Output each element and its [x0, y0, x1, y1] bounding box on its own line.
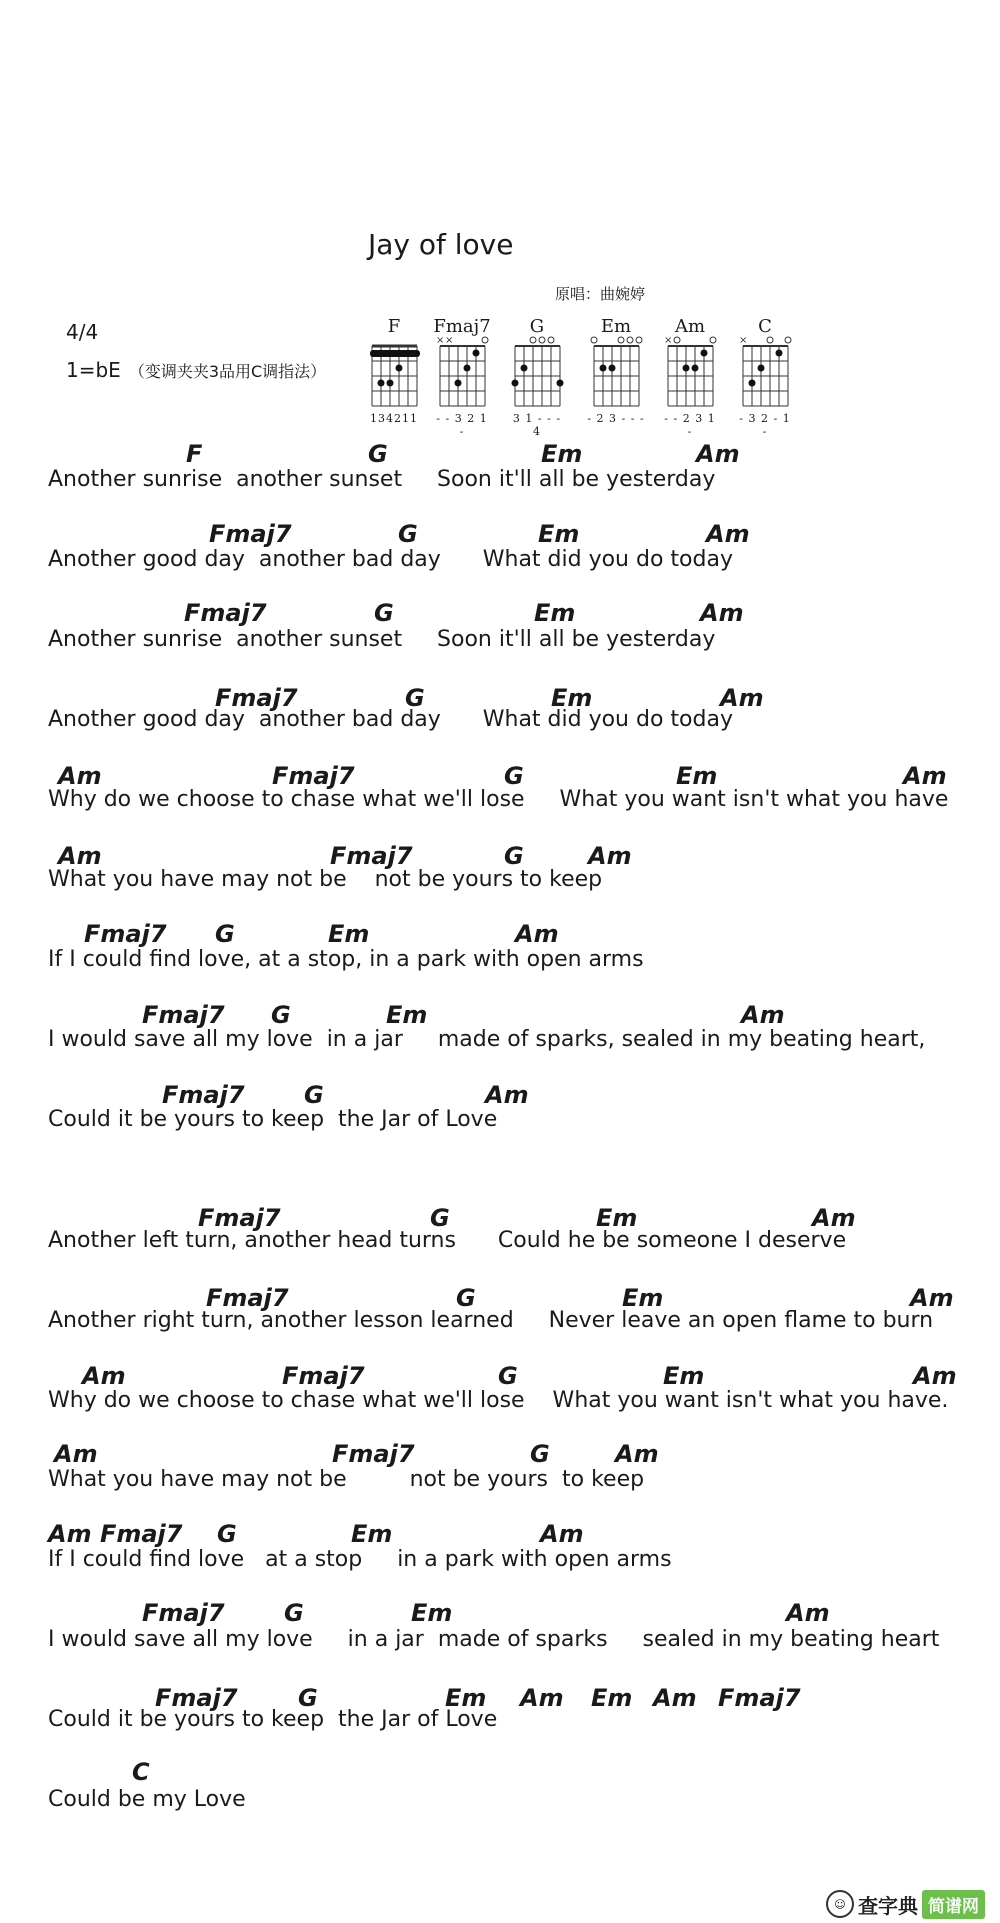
chord-symbol: Am	[812, 1204, 856, 1232]
lyric-line: Another sunrise another sunset Soon it'll all be yesterday	[48, 467, 716, 492]
chord-symbol: G	[456, 1284, 476, 1312]
chord-symbol: Em	[676, 762, 718, 790]
chord-symbol: Fmaj7	[155, 1684, 238, 1712]
chord-symbol: F	[186, 440, 203, 468]
chord-symbol: G	[504, 762, 524, 790]
chord-symbol: Em	[351, 1520, 393, 1548]
lyric-line: Could be my Love	[48, 1787, 246, 1812]
lyric-line: Another right turn, another lesson learned Never leave an open flame to burn	[48, 1308, 934, 1333]
lyric-line: What you have may not be not be yours to keep	[48, 1467, 645, 1492]
chord-symbol: Am	[615, 1440, 659, 1468]
chord-symbol: Am	[588, 842, 632, 870]
chord-symbol: Fmaj7	[162, 1081, 245, 1109]
fretboard-graphic	[586, 336, 646, 406]
chord-symbol: Fmaj7	[272, 762, 355, 790]
chord-symbol: Em	[541, 440, 583, 468]
chord-symbol: Am	[903, 762, 947, 790]
chord-diagram-g	[507, 316, 567, 438]
chord-symbol: G	[398, 520, 418, 548]
chord-symbol: Am	[540, 1520, 584, 1548]
chord-symbol: Fmaj7	[215, 684, 298, 712]
lyric-line: Could it be yours to keep the Jar of Love	[48, 1707, 498, 1732]
capo-note: （变调夹夹3品用C调指法）	[128, 362, 327, 381]
site-logo[interactable]	[826, 1890, 985, 1918]
lyric-line: If I could find love at a stop in a park with open arms	[48, 1547, 672, 1572]
mascot-icon: ☺	[826, 1890, 854, 1918]
chord-symbol: Em	[596, 1204, 638, 1232]
chord-diagram-f	[364, 316, 424, 426]
chord-symbol: G	[498, 1362, 518, 1390]
chord-symbol: Am	[515, 920, 559, 948]
fretboard-graphic	[735, 336, 795, 406]
svg-text:×: ×	[436, 335, 445, 346]
chord-symbol: G	[284, 1599, 304, 1627]
chord-symbol: Em	[538, 520, 580, 548]
song-title: Jay of love	[368, 228, 514, 261]
chord-symbol: Am Fmaj7	[48, 1520, 183, 1548]
svg-text:×: ×	[664, 335, 673, 346]
chord-symbol: Fmaj7	[142, 1001, 225, 1029]
chord-symbol: Am	[910, 1284, 954, 1312]
chord-symbol: Am	[54, 1440, 98, 1468]
chord-symbol: Am	[58, 842, 102, 870]
chord-diagram-name: Fmaj7	[433, 316, 491, 337]
chord-diagram-name: C	[758, 316, 772, 337]
logo-text: 查字典	[858, 1893, 918, 1918]
chord-symbol: Fmaj7	[198, 1204, 281, 1232]
chord-symbol: Fmaj7	[330, 842, 413, 870]
chord-symbol: G	[405, 684, 425, 712]
chord-diagram-fmaj7	[432, 316, 492, 438]
chord-symbol: G	[304, 1081, 324, 1109]
chord-symbol: Em	[445, 1684, 487, 1712]
svg-text:×: ×	[445, 335, 454, 346]
chord-diagram-name: Em	[600, 316, 632, 337]
chord-symbol: Fmaj7	[206, 1284, 289, 1312]
chord-symbol: C	[132, 1758, 150, 1786]
chord-symbol: Fmaj7	[142, 1599, 225, 1627]
chord-diagram-c	[735, 316, 795, 438]
chord-diagram-fingering: - 2 3 - - -	[587, 412, 645, 425]
chord-symbol: Am	[520, 1684, 564, 1712]
chord-symbol: Fmaj7	[718, 1684, 801, 1712]
key-signature	[66, 358, 326, 382]
lyric-line: Another good day another bad day What did you do today	[48, 707, 733, 732]
chord-symbol: G	[217, 1520, 237, 1548]
chord-diagram-fingering: - - 3 2 1 -	[436, 412, 488, 438]
chord-symbol: Em	[663, 1362, 705, 1390]
chord-symbol: Em	[534, 599, 576, 627]
chord-symbol: Em	[411, 1599, 453, 1627]
lyric-line: Another sunrise another sunset Soon it'll all be yesterday	[48, 627, 716, 652]
chord-symbol: G	[530, 1440, 550, 1468]
chord-diagram-fingering: - 3 2 - 1 -	[739, 412, 791, 438]
lyric-line: Why do we choose to chase what we'll lose What you want isn't what you have	[48, 787, 949, 812]
chord-symbol: Fmaj7	[332, 1440, 415, 1468]
lyric-line: Another left turn, another head turns Could he be someone I deserve	[48, 1228, 847, 1253]
svg-text:×: ×	[739, 335, 748, 346]
chord-symbol: G	[298, 1684, 318, 1712]
chord-symbol: Fmaj7	[282, 1362, 365, 1390]
chord-symbol: G	[368, 440, 388, 468]
chord-diagram-name: Am	[674, 316, 706, 337]
chord-symbol: Em	[622, 1284, 664, 1312]
chord-symbol: Am	[58, 762, 102, 790]
chord-diagram-name: F	[387, 316, 401, 337]
chord-symbol: G	[374, 599, 394, 627]
chord-symbol: Fmaj7	[184, 599, 267, 627]
chord-symbol: Am	[786, 1599, 830, 1627]
chord-symbol: G	[271, 1001, 291, 1029]
chord-diagram-am	[660, 316, 720, 438]
fretboard-graphic	[507, 336, 567, 406]
chord-symbol: Am	[653, 1684, 697, 1712]
logo-tag: 简谱网	[922, 1890, 985, 1919]
fretboard-graphic	[432, 336, 492, 406]
chord-symbol: Am	[485, 1081, 529, 1109]
original-singer: 原唱：曲婉婷	[555, 285, 646, 303]
key-value: 1=bE	[66, 358, 121, 382]
chord-symbol: Am	[700, 599, 744, 627]
fretboard-graphic	[660, 336, 720, 406]
chord-symbol: Am	[741, 1001, 785, 1029]
chord-diagram-fingering: 134211	[370, 412, 418, 425]
chord-symbol: G	[430, 1204, 450, 1232]
chord-symbol: Em	[591, 1684, 633, 1712]
lyric-line: Why do we choose to chase what we'll lose What you want isn't what you have.	[48, 1388, 949, 1413]
chord-diagram-fingering: 3 1 - - - 4	[512, 412, 562, 438]
chord-diagram-name: G	[529, 316, 545, 337]
chord-symbol: Em	[328, 920, 370, 948]
fretboard-graphic	[364, 336, 424, 406]
chord-diagram-em	[586, 316, 646, 426]
chord-symbol: G	[504, 842, 524, 870]
time-signature: 4/4	[66, 320, 99, 344]
lyric-line: Could it be yours to keep the Jar of Love	[48, 1107, 498, 1132]
lyric-line: I would save all my love in a jar made of sparks, sealed in my beating heart,	[48, 1027, 926, 1052]
chord-symbol: Fmaj7	[84, 920, 167, 948]
lyric-line: I would save all my love in a jar made of sparks sealed in my beating heart	[48, 1627, 940, 1652]
chord-symbol: G	[215, 920, 235, 948]
chord-symbol: Am	[706, 520, 750, 548]
chord-diagram-fingering: - - 2 3 1 -	[664, 412, 716, 438]
chord-symbol: Am	[696, 440, 740, 468]
chord-symbol: Am	[82, 1362, 126, 1390]
chord-symbol: Em	[551, 684, 593, 712]
chord-symbol: Em	[386, 1001, 428, 1029]
chord-symbol: Fmaj7	[209, 520, 292, 548]
chord-symbol: Am	[720, 684, 764, 712]
lyric-line: Another good day another bad day What did you do today	[48, 547, 733, 572]
lyric-line: What you have may not be not be yours to keep	[48, 867, 603, 892]
lyric-line: If I could find love, at a stop, in a park with open arms	[48, 947, 644, 972]
chord-symbol: Am	[913, 1362, 957, 1390]
